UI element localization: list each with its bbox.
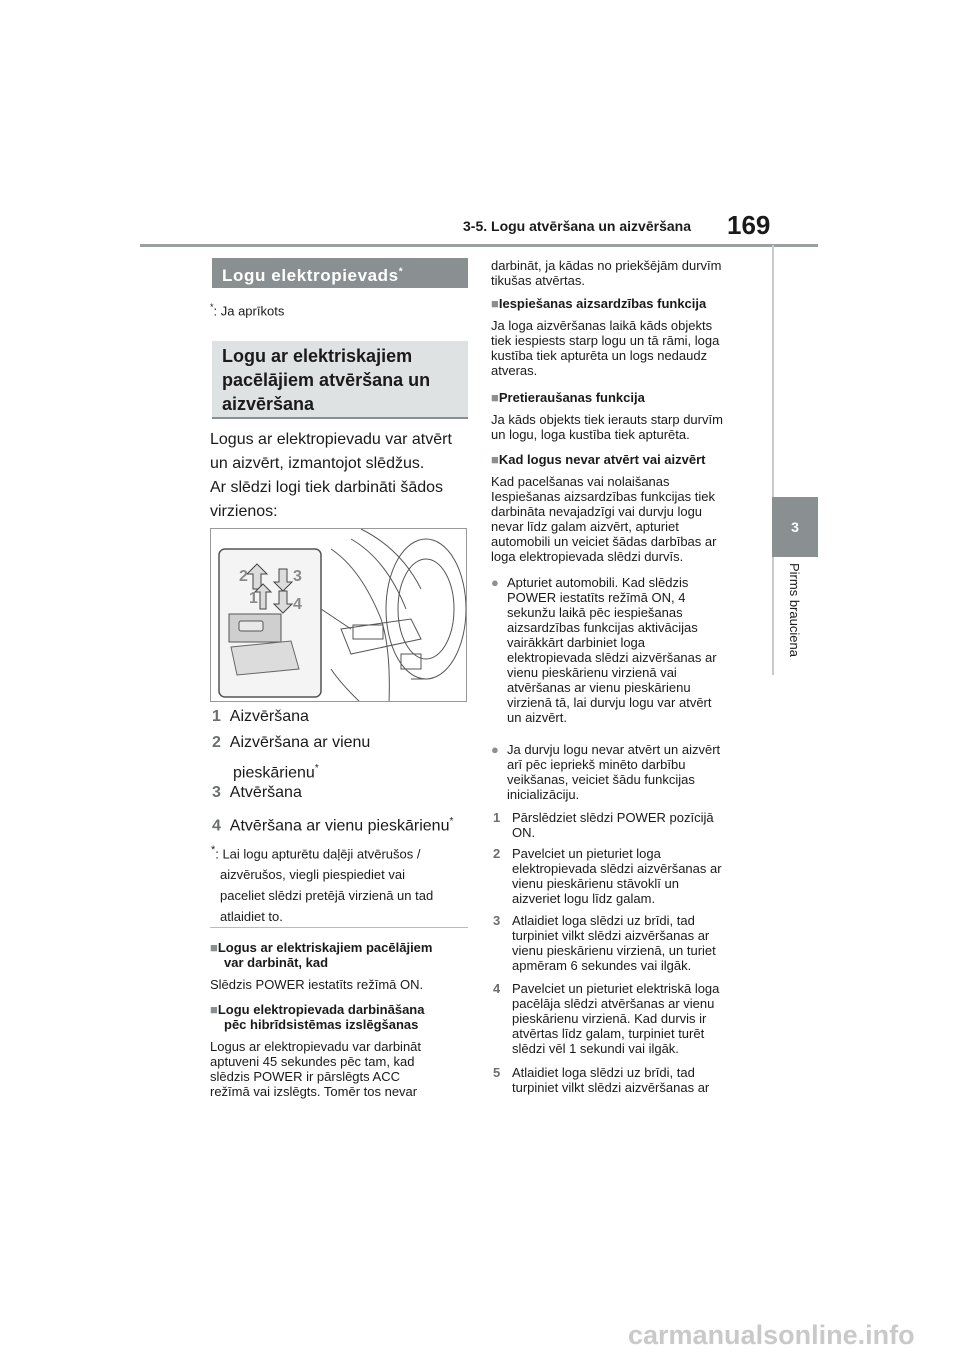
- equipped-footnote: [210, 302, 284, 318]
- direction-list-item: [212, 731, 370, 755]
- step-item: [493, 1065, 755, 1095]
- step-item: [493, 913, 755, 973]
- text-line: vienu pieskārienu virzienā vai: [507, 665, 677, 680]
- round-bullet-icon: ●: [491, 575, 499, 590]
- square-bullet-icon: ■: [491, 390, 499, 405]
- asterisk-mark: *: [314, 763, 319, 774]
- list-number: 1: [212, 708, 221, 725]
- text-line: sekunžu laikā pēc iespiešanas: [507, 605, 683, 620]
- text-line: darbināt, ja kādas no priekšējām durvīm: [491, 258, 722, 273]
- text-line: kustība tiek apturēta un logs nedaudz: [491, 348, 708, 363]
- list-text: Aizvēršana ar vienu: [229, 734, 371, 751]
- text-line: Ja loga aizvēršanas laikā kāds objekts: [491, 318, 713, 333]
- info-text: Slēdzis POWER iestatīts režīmā ON.: [210, 977, 424, 992]
- text-line: Ar slēdzi logi tiek darbināti šādos: [210, 479, 444, 496]
- figure-label: 1: [249, 590, 258, 607]
- step-number: 5: [493, 1065, 501, 1080]
- step-number: 4: [493, 981, 501, 996]
- direction-list-item: [212, 810, 453, 838]
- text-line: aptuveni 45 sekundes pēc tam, kad: [210, 1054, 415, 1069]
- heading-line: Pretieraušanas funkcija: [498, 390, 645, 405]
- text-line: aizveriet logu līdz galam.: [512, 891, 656, 906]
- text-line: slēdzi vēl 1 sekundi vai ilgāk.: [512, 1041, 679, 1056]
- text-line: nevar līdz galam aizvērt, apturiet: [491, 519, 679, 534]
- text-line: pieskārienu virzienā. Kad durvis ir: [512, 1011, 707, 1026]
- intro-paragraph: [210, 428, 470, 524]
- step-item: [493, 810, 755, 840]
- list-text: pieskārienu: [233, 764, 315, 782]
- text-line: Apturiet automobili. Kad slēdzis: [507, 575, 689, 590]
- text-line: aizsardzības funkcijas aktivācijas: [507, 620, 698, 635]
- square-bullet-icon: ■: [210, 940, 218, 955]
- chapter-number: 3: [791, 519, 799, 535]
- step-number: 1: [493, 810, 501, 825]
- text-line: Atlaidiet loga slēdzi uz brīdi, tad: [512, 913, 695, 928]
- figure-label: 3: [293, 568, 302, 585]
- subsection-heading-line: pacēlājiem atvēršana un: [222, 370, 431, 390]
- chapter-label: Pirms brauciena: [787, 563, 802, 657]
- text-line: Kad pacelšanas vai nolaišanas: [491, 474, 670, 489]
- info-heading: [491, 296, 706, 311]
- heading-line: pēc hibrīdsistēmas izslēgšanas: [224, 1017, 419, 1032]
- text-line: virzienā tā, lai durvju logu var atvērt: [507, 695, 712, 710]
- text-line: turpiniet vilkt slēdzi aizvēršanas ar: [512, 1080, 710, 1095]
- info-text: [491, 318, 719, 378]
- square-bullet-icon: ■: [491, 296, 499, 311]
- text-line: un logu, loga kustība tiek apturēta.: [491, 427, 690, 442]
- text-line: un aizvērt.: [507, 710, 567, 725]
- subsection-heading: [212, 341, 468, 419]
- square-bullet-icon: ■: [210, 1002, 218, 1017]
- square-bullet-icon: ■: [491, 452, 499, 467]
- watermark-logo: carmanualsonline.info: [628, 1320, 915, 1350]
- text-line: POWER iestatīts režīmā ON, 4: [507, 590, 686, 605]
- side-divider: [772, 245, 774, 675]
- list-text: Aizvēršana: [229, 708, 309, 725]
- text-line: paceliet slēdzi pretējā virzienā un tad: [220, 888, 434, 904]
- text-line: apmēram 6 sekundes vai ilgāk.: [512, 958, 692, 973]
- text-line: Logus ar elektropievadu var darbināt: [210, 1039, 422, 1054]
- direction-list-item: [212, 781, 302, 805]
- door-panel-drawing: [211, 529, 467, 702]
- info-heading: [491, 452, 706, 467]
- header-rule: [140, 244, 818, 247]
- text-line: Ja kāds objekts tiek ierauts starp durvīm: [491, 412, 723, 427]
- list-text: Atvēršana: [229, 784, 302, 801]
- step-number: 2: [493, 846, 501, 861]
- continued-text: [491, 258, 722, 288]
- text-line: Pārslēdziet slēdzi POWER pozīcijā: [512, 810, 714, 825]
- subsection-heading-line: aizvēršana: [222, 394, 315, 414]
- text-line: loga elektropievada slēdzi durvīs.: [491, 549, 684, 564]
- figure-label: 4: [293, 596, 302, 613]
- heading-line: Kad logus nevar atvērt vai aizvērt: [498, 452, 706, 467]
- asterisk-mark: *: [211, 844, 216, 856]
- text-line: pacēlāja slēdzi atvēršanas ar vienu: [512, 996, 715, 1011]
- heading-line: Iespiešanas aizsardzības funkcija: [498, 296, 707, 311]
- heading-line: var darbināt, kad: [224, 955, 329, 970]
- text-line: virzienos:: [210, 503, 278, 520]
- list-number: 4: [212, 817, 221, 835]
- heading-line: Logu elektropievada darbināšana: [217, 1002, 425, 1017]
- subsection-heading-line: Logu ar elektriskajiem: [222, 346, 413, 366]
- list-number: 3: [212, 784, 221, 801]
- round-bullet-icon: ●: [491, 742, 499, 757]
- text-line: atlaidiet to.: [220, 909, 283, 925]
- text-line: Pavelciet un pieturiet elektriskā loga: [512, 981, 720, 996]
- window-switch-illustration: [210, 528, 467, 702]
- text-line: Iespiešanas aizsardzības funkcijas tiek: [491, 489, 716, 504]
- text-line: Pavelciet un pieturiet loga: [512, 846, 661, 861]
- page-number: 169: [727, 210, 771, 240]
- text-line: vairākkārt darbiniet loga: [507, 635, 646, 650]
- bullet-item: [491, 742, 753, 802]
- section-heading-text: Logu elektropievads: [222, 266, 399, 285]
- text-line: Logus ar elektropievadu var atvērt: [210, 431, 452, 448]
- text-line: atveras.: [491, 363, 538, 378]
- text-line: Atlaidiet loga slēdzi uz brīdi, tad: [512, 1065, 695, 1080]
- text-line: darbināta nevajadzīgi vai durvju logu: [491, 504, 703, 519]
- info-text: [210, 1039, 421, 1099]
- info-heading: [210, 940, 472, 970]
- text-line: un aizvērt, izmantojot slēdžus.: [210, 455, 425, 472]
- section-title: 3-5. Logu atvēršana un aizvēršana: [463, 218, 691, 234]
- list-number: 2: [212, 734, 221, 751]
- text-line: arī pēc iepriekš minēto darbību: [507, 757, 686, 772]
- bullet-item: [491, 575, 753, 725]
- asterisk-mark: *: [449, 816, 454, 827]
- section-heading: [212, 258, 468, 288]
- text-line: elektropievada slēdzi aizvēršanas ar: [507, 650, 717, 665]
- text-line: turpiniet vilkt slēdzi aizvēršanas ar: [512, 928, 710, 943]
- asterisk-mark: *: [398, 266, 404, 278]
- info-heading: [491, 390, 645, 405]
- text-line: automobili un veiciet šādas darbības ar: [491, 534, 717, 549]
- text-line: slēdzis POWER ir pārslēgts ACC: [210, 1069, 400, 1084]
- text-line: inicializāciju.: [507, 787, 580, 802]
- text-line: vienu pieskārienu virzienā, un turiet: [512, 943, 716, 958]
- text-line: atvēršanas ar vienu pieskārienu: [507, 680, 691, 695]
- text-line: tiek iespiests starp logu un tā rāmi, loga: [491, 333, 720, 348]
- heading-line: Logus ar elektriskajiem pacēlājiem: [217, 940, 433, 955]
- text-line: Ja durvju logu nevar atvērt un aizvērt: [507, 742, 721, 757]
- step-item: [493, 981, 755, 1056]
- step-item: [493, 846, 755, 906]
- text-line: elektropievada slēdzi aizvēršanas ar: [512, 861, 722, 876]
- info-text: [491, 474, 716, 564]
- info-text: [491, 412, 723, 442]
- chapter-tab: [772, 497, 818, 557]
- text-line: : Lai logu apturētu daļēji atvērušos /: [215, 846, 421, 862]
- text-line: režīmā vai izslēgts. Tomēr tos nevar: [210, 1084, 418, 1099]
- text-line: aizvērušos, viegli piespiediet vai: [220, 867, 405, 883]
- asterisk-mark: *: [210, 302, 214, 312]
- direction-note: [211, 840, 473, 927]
- text-line: ON.: [512, 825, 536, 840]
- figure-label: 2: [239, 568, 248, 585]
- list-text: Atvēršana ar vienu pieskārienu: [229, 817, 450, 835]
- text-line: veikšanas, veiciet šādu funkcijas: [507, 772, 695, 787]
- text-line: vienu pieskārienu stāvoklī un: [512, 876, 679, 891]
- info-heading: [210, 1002, 472, 1032]
- direction-list-item: [212, 705, 309, 729]
- footnote-text: : Ja aprīkots: [213, 303, 285, 319]
- text-line: atvērtas līdz galam, turpiniet turēt: [512, 1026, 705, 1041]
- text-line: tikušas atvērtas.: [491, 273, 585, 288]
- step-number: 3: [493, 913, 501, 928]
- section-divider: [210, 927, 468, 928]
